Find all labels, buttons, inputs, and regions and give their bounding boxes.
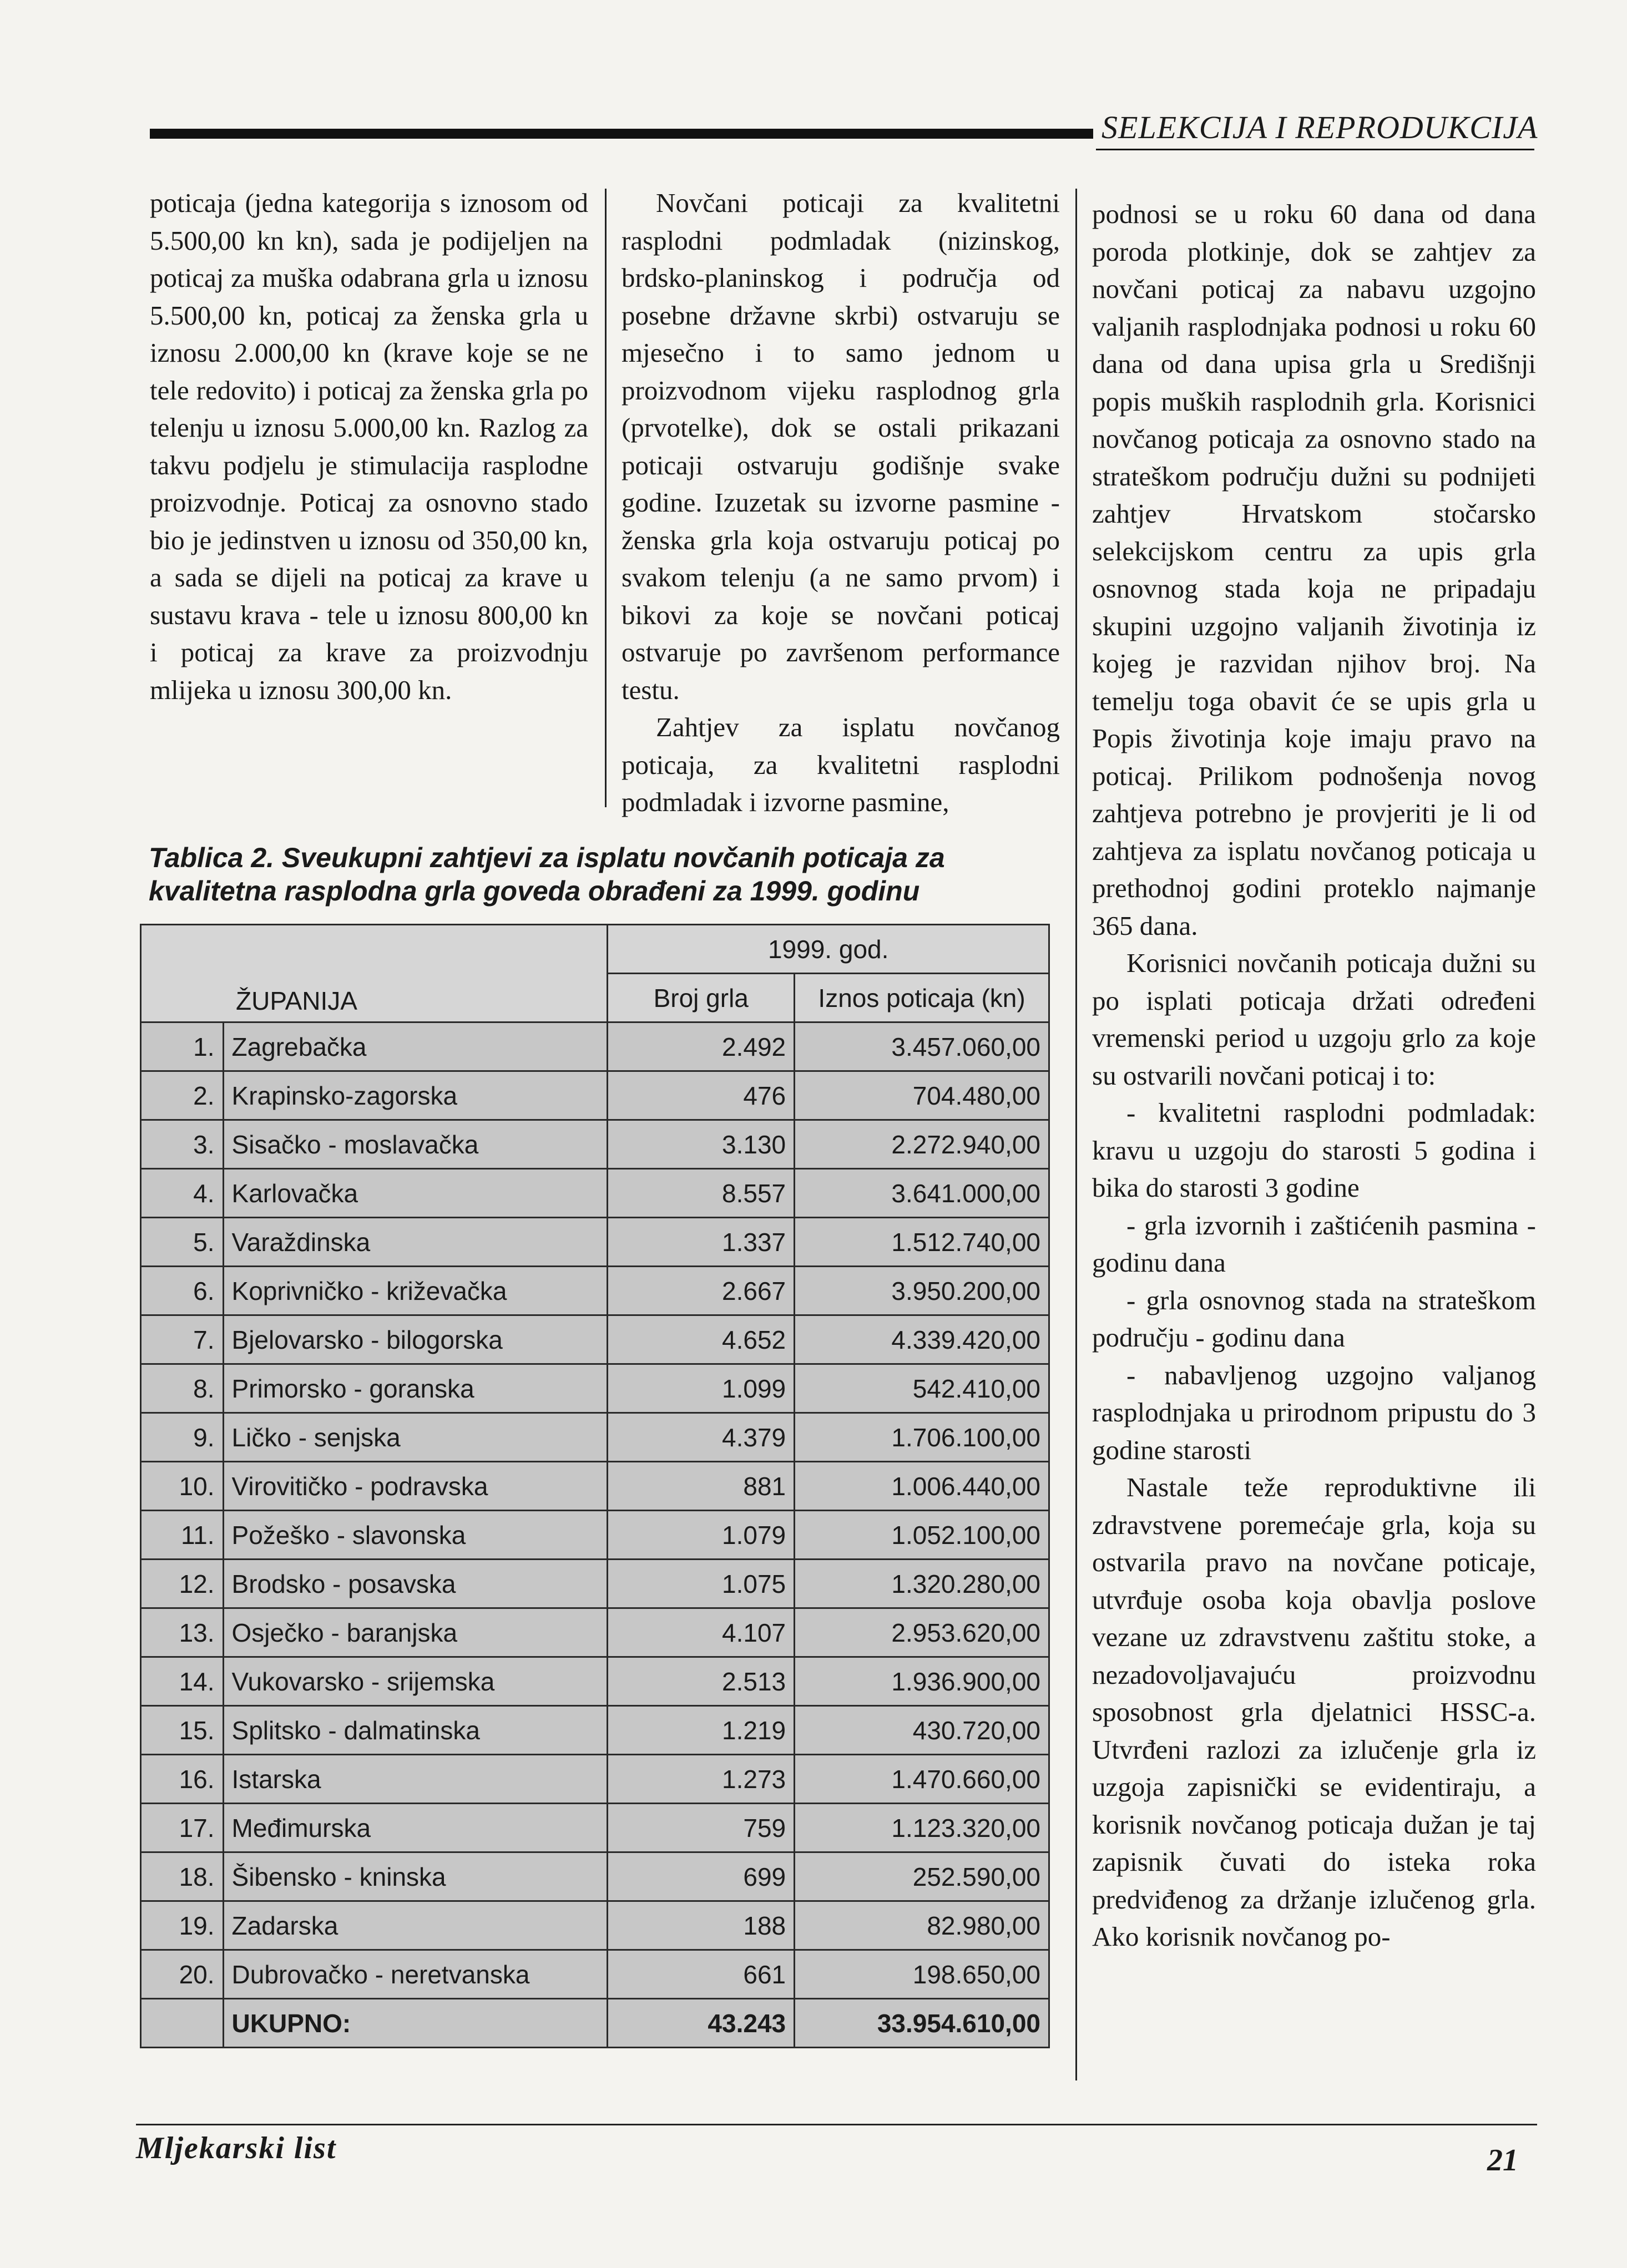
row-broj-grla: 4.379	[608, 1413, 795, 1462]
row-zupanija: Bjelovarsko - bilogorska	[223, 1315, 608, 1364]
row-broj-grla: 1.079	[608, 1511, 795, 1560]
row-number: 3.	[141, 1120, 224, 1169]
table-row	[141, 1364, 1049, 1413]
table-row	[141, 1267, 1049, 1315]
row-number: 11.	[141, 1511, 224, 1560]
row-iznos: 1.512.740,00	[795, 1218, 1049, 1267]
row-number: 6.	[141, 1267, 224, 1315]
paragraph: Novčani poticaji za kvalitetni rasplodni podmladak (nizinskog, brdsko-planinskog i područja od posebne državne skrbi) ostvaruju se mjesečno i to samo jednom u proizvodnom vijeku rasplodnog grla (prvotelke), dok se ostali prikazani poticaji ostvaruju godišnje svake godine. Izuzetak su izvorne pasmine - ženska grla koja ostvaruju poticaj po svakom telenju (a ne samo prvom) i bikovi za koje se novčani poticaj ostvaruje po završenom performance testu.	[622, 188, 1060, 705]
row-iznos: 3.950.200,00	[795, 1267, 1049, 1315]
row-broj-grla: 8.557	[608, 1169, 795, 1218]
row-zupanija: Krapinsko-zagorska	[223, 1071, 608, 1120]
text-column-3	[1092, 195, 1536, 1956]
table-row	[141, 1608, 1049, 1657]
paragraph: Korisnici novčanih poticaja dužni su po isplati poticaja držati određeni vremenski period u uzgoju grlo za koje su ostvarili novčani poticaj i to:	[1092, 948, 1536, 1091]
header-zupanija: ŽUPANIJA	[141, 925, 608, 1022]
row-number: 13.	[141, 1608, 224, 1657]
list-item: - grla osnovnog stada na strateškom području - godinu dana	[1092, 1284, 1536, 1353]
row-zupanija: Koprivničko - križevačka	[223, 1267, 608, 1315]
list-item: - nabavljenog uzgojno valjanog rasplodnjaka u prirodnom pripustu do 3 godine starosti	[1092, 1359, 1536, 1465]
header-iznos-poticaja: Iznos poticaja (kn)	[795, 974, 1049, 1022]
row-iznos: 252.590,00	[795, 1852, 1049, 1901]
row-iznos: 2.953.620,00	[795, 1608, 1049, 1657]
row-broj-grla: 1.099	[608, 1364, 795, 1413]
row-iznos: 1.052.100,00	[795, 1511, 1049, 1560]
paragraph: Zahtjev za isplatu novčanog poticaja, za kvalitetni rasplodni podmladak i izvorne pasmine,	[622, 712, 1060, 817]
table-row	[141, 1169, 1049, 1218]
row-iznos: 704.480,00	[795, 1071, 1049, 1120]
table-row	[141, 1218, 1049, 1267]
row-zupanija: Zadarska	[223, 1901, 608, 1950]
row-iznos: 1.470.660,00	[795, 1755, 1049, 1804]
footer-rule	[136, 2124, 1537, 2125]
total-iznos: 33.954.610,00	[795, 1999, 1049, 2048]
header-broj-grla: Broj grla	[608, 974, 795, 1022]
table-row	[141, 1022, 1049, 1071]
row-broj-grla: 699	[608, 1852, 795, 1901]
table-row	[141, 1315, 1049, 1364]
row-zupanija: Osječko - baranjska	[223, 1608, 608, 1657]
table-row	[141, 1706, 1049, 1755]
row-broj-grla: 3.130	[608, 1120, 795, 1169]
table-row	[141, 1950, 1049, 1999]
table-row	[141, 1657, 1049, 1706]
row-number: 2.	[141, 1071, 224, 1120]
row-number: 12.	[141, 1560, 224, 1608]
row-broj-grla: 476	[608, 1071, 795, 1120]
row-iznos: 1.936.900,00	[795, 1657, 1049, 1706]
row-zupanija: Primorsko - goranska	[223, 1364, 608, 1413]
row-number: 15.	[141, 1706, 224, 1755]
total-broj: 43.243	[608, 1999, 795, 2048]
header-rule-thin	[1096, 149, 1534, 150]
row-broj-grla: 1.337	[608, 1218, 795, 1267]
row-iznos: 198.650,00	[795, 1950, 1049, 1999]
row-number: 1.	[141, 1022, 224, 1071]
row-broj-grla: 661	[608, 1950, 795, 1999]
table-total-row	[141, 1999, 1049, 2048]
section-title: SELEKCIJA I REPRODUKCIJA	[1101, 109, 1538, 145]
row-iznos: 430.720,00	[795, 1706, 1049, 1755]
row-zupanija: Sisačko - moslavačka	[223, 1120, 608, 1169]
row-iznos: 4.339.420,00	[795, 1315, 1049, 1364]
total-label: UKUPNO:	[223, 1999, 608, 2048]
row-number: 4.	[141, 1169, 224, 1218]
row-broj-grla: 1.075	[608, 1560, 795, 1608]
row-iznos: 3.457.060,00	[795, 1022, 1049, 1071]
table-body	[141, 1022, 1049, 1999]
text-column-1	[150, 184, 588, 708]
paragraph: podnosi se u roku 60 dana od dana poroda plotkinje, dok se zahtjev za novčani poticaj za nabavu uzgojno valjanih rasplodnjaka podnosi u roku 60 dana od dana upisa grla u Središnji popis muških rasplodnih grla. Korisnici novčanog poticaja za osnovno stado na strateškom području dužni su podnijeti zahtjev Hrvatskom stočarsko selekcijskom centru za upis grla osnovnog stada koja ne pripadaju skupini uzgojno valjanih životinja iz kojeg je razvidan njihov broj. Na temelju toga obavit će se upis grla u Popis životinja koje imaju pravo na poticaj. Prilikom podnošenja novog zahtjeva potrebno je provjeriti je li od zahtjeva za isplatu novčanog poticaja u prethodnoj godini proteklo najmanje 365 dana.	[1092, 199, 1536, 941]
table-row	[141, 1511, 1049, 1560]
table-row	[141, 1120, 1049, 1169]
table-row	[141, 1852, 1049, 1901]
row-zupanija: Varaždinska	[223, 1218, 608, 1267]
table-row	[141, 1804, 1049, 1852]
column-divider	[605, 189, 607, 807]
row-number: 14.	[141, 1657, 224, 1706]
column-divider	[1075, 189, 1077, 2080]
row-number: 18.	[141, 1852, 224, 1901]
row-broj-grla: 4.652	[608, 1315, 795, 1364]
row-broj-grla: 4.107	[608, 1608, 795, 1657]
row-number: 17.	[141, 1804, 224, 1852]
table-row	[141, 1560, 1049, 1608]
header-rule-thick	[150, 129, 1093, 139]
row-broj-grla: 881	[608, 1462, 795, 1511]
row-broj-grla: 2.513	[608, 1657, 795, 1706]
row-broj-grla: 759	[608, 1804, 795, 1852]
row-number: 8.	[141, 1364, 224, 1413]
row-number: 5.	[141, 1218, 224, 1267]
row-broj-grla: 1.219	[608, 1706, 795, 1755]
row-number: 19.	[141, 1901, 224, 1950]
row-zupanija: Dubrovačko - neretvanska	[223, 1950, 608, 1999]
paragraph: Nastale teže reproduktivne ili zdravstvene poremećaje grla, koja su ostvarila pravo na novčane poticaje, utvrđuje osoba koja obavlja poslove vezane uz zdravstvenu zaštitu stoke, a nezadovoljavajuću proizvodnu sposobnost grla djelatnici HSSC-a. Utvrđeni razlozi za izlučenje grla iz uzgoja zapisnički se evidentiraju, a korisnik novčanog poticaja dužan je taj zapisnik čuvati do isteka roka predviđenog za držanje izlučenog grla. Ako korisnik novčanog po-	[1092, 1472, 1536, 1952]
row-broj-grla: 1.273	[608, 1755, 795, 1804]
row-zupanija: Vukovarsko - srijemska	[223, 1657, 608, 1706]
table-row	[141, 1462, 1049, 1511]
row-zupanija: Požeško - slavonska	[223, 1511, 608, 1560]
row-zupanija: Zagrebačka	[223, 1022, 608, 1071]
list-item: - kvalitetni rasplodni podmladak: kravu u uzgoju do starosti 5 godina i bika do starosti 3 godine	[1092, 1097, 1536, 1203]
row-iznos: 1.320.280,00	[795, 1560, 1049, 1608]
row-iznos: 1.706.100,00	[795, 1413, 1049, 1462]
table-row	[141, 1071, 1049, 1120]
row-number: 20.	[141, 1950, 224, 1999]
row-number: 9.	[141, 1413, 224, 1462]
row-zupanija: Šibensko - kninska	[223, 1852, 608, 1901]
total-spacer	[141, 1999, 224, 2048]
journal-name: Mljekarski list	[136, 2131, 337, 2165]
table-caption: Tablica 2. Sveukupni zahtjevi za isplatu novčanih poticaja za kvalitetna rasplodna grla goveda obrađeni za 1999. godinu	[149, 842, 945, 907]
row-broj-grla: 2.492	[608, 1022, 795, 1071]
row-iznos: 2.272.940,00	[795, 1120, 1049, 1169]
table-row	[141, 1413, 1049, 1462]
row-number: 7.	[141, 1315, 224, 1364]
row-broj-grla: 188	[608, 1901, 795, 1950]
subsidy-table	[140, 924, 1050, 2048]
row-broj-grla: 2.667	[608, 1267, 795, 1315]
row-iznos: 1.123.320,00	[795, 1804, 1049, 1852]
row-iznos: 542.410,00	[795, 1364, 1049, 1413]
row-zupanija: Splitsko - dalmatinska	[223, 1706, 608, 1755]
table-row	[141, 1901, 1049, 1950]
row-zupanija: Ličko - senjska	[223, 1413, 608, 1462]
page-number: 21	[1487, 2143, 1518, 2178]
row-zupanija: Virovitičko - podravska	[223, 1462, 608, 1511]
row-zupanija: Brodsko - posavska	[223, 1560, 608, 1608]
row-zupanija: Međimurska	[223, 1804, 608, 1852]
list-item: - grla izvornih i zaštićenih pasmina - godinu dana	[1092, 1209, 1536, 1278]
text-column-2	[622, 184, 1060, 821]
row-iznos: 3.641.000,00	[795, 1169, 1049, 1218]
paragraph: poticaja (jedna kategorija s iznosom od 5.500,00 kn kn), sada je podijeljen na poticaj za muška odabrana grla u iznosu 5.500,00 kn, poticaj za ženska grla u iznosu 2.000,00 kn (krave koje se ne tele redovito) i poticaj za ženska grla po telenju u iznosu 5.000,00 kn. Razlog za takvu podjelu je stimulacija rasplodne proizvodnje. Poticaj za osnovno stado bio je jedinstven u iznosu od 350,00 kn, a sada se dijeli na poticaj za krave u sustavu krava - tele u iznosu 800,00 kn i poticaj za krave za proizvodnju mlijeka u iznosu 300,00 kn.	[150, 188, 588, 705]
row-number: 16.	[141, 1755, 224, 1804]
header-year: 1999. god.	[608, 925, 1049, 974]
row-number: 10.	[141, 1462, 224, 1511]
row-zupanija: Istarska	[223, 1755, 608, 1804]
row-iznos: 82.980,00	[795, 1901, 1049, 1950]
row-zupanija: Karlovačka	[223, 1169, 608, 1218]
row-iznos: 1.006.440,00	[795, 1462, 1049, 1511]
table-row	[141, 1755, 1049, 1804]
